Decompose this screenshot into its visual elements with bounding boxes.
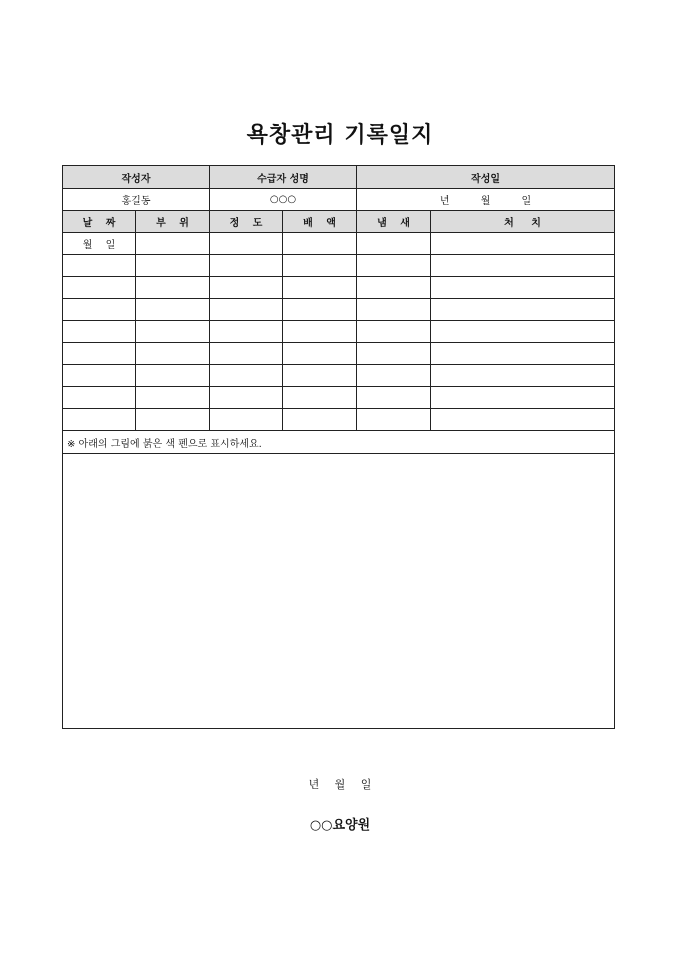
treatment-cell[interactable]: [431, 321, 615, 343]
date-cell[interactable]: [63, 277, 136, 299]
col-date-header: 날 짜: [63, 211, 136, 233]
degree-cell[interactable]: [210, 365, 283, 387]
table-row: [63, 233, 615, 255]
date-cell[interactable]: [63, 387, 136, 409]
col-site-header: 부 위: [136, 211, 210, 233]
drainage-cell[interactable]: [283, 409, 357, 431]
treatment-cell[interactable]: [431, 387, 615, 409]
date-cell[interactable]: [63, 321, 136, 343]
info-value-row: [63, 189, 615, 211]
odor-cell[interactable]: [357, 255, 431, 277]
table-row: [63, 387, 615, 409]
degree-cell[interactable]: [210, 255, 283, 277]
document-title: 욕창관리 기록일지: [246, 123, 434, 148]
recipient-value[interactable]: ○○○: [210, 189, 357, 211]
table-row: [63, 409, 615, 431]
drawing-area[interactable]: [63, 454, 615, 729]
instruction-note: ※ 아래의 그림에 붉은 색 펜으로 표시하세요.: [63, 431, 615, 454]
date-header: 작성일: [357, 166, 615, 189]
log-table: [62, 165, 615, 729]
date-cell[interactable]: [63, 409, 136, 431]
drainage-cell[interactable]: [283, 299, 357, 321]
writer-value[interactable]: 홍길동: [63, 189, 210, 211]
treatment-cell[interactable]: [431, 277, 615, 299]
column-header-row: [63, 211, 615, 233]
drainage-cell[interactable]: [283, 343, 357, 365]
site-cell[interactable]: [136, 233, 210, 255]
col-drainage-header: 배 액: [283, 211, 357, 233]
odor-cell[interactable]: [357, 387, 431, 409]
degree-cell[interactable]: [210, 277, 283, 299]
treatment-cell[interactable]: [431, 409, 615, 431]
date-cell[interactable]: [63, 255, 136, 277]
degree-cell[interactable]: [210, 233, 283, 255]
site-cell[interactable]: [136, 321, 210, 343]
odor-cell[interactable]: [357, 233, 431, 255]
date-cell[interactable]: [63, 233, 136, 255]
odor-cell[interactable]: [357, 299, 431, 321]
table-row: [63, 321, 615, 343]
odor-cell[interactable]: [357, 277, 431, 299]
treatment-cell[interactable]: [431, 299, 615, 321]
month-day-label: 월 일: [82, 240, 116, 251]
site-cell[interactable]: [136, 343, 210, 365]
degree-cell[interactable]: [210, 387, 283, 409]
date-value[interactable]: [357, 189, 615, 211]
drainage-cell[interactable]: [283, 255, 357, 277]
drawing-row: [63, 454, 615, 729]
odor-cell[interactable]: [357, 409, 431, 431]
site-cell[interactable]: [136, 299, 210, 321]
treatment-cell[interactable]: [431, 365, 615, 387]
site-cell[interactable]: [136, 255, 210, 277]
col-degree-header: 정 도: [210, 211, 283, 233]
table-row: [63, 299, 615, 321]
drainage-cell[interactable]: [283, 387, 357, 409]
table-row: [63, 277, 615, 299]
recipient-header: 수급자 성명: [210, 166, 357, 189]
site-cell[interactable]: [136, 387, 210, 409]
odor-cell[interactable]: [357, 365, 431, 387]
treatment-cell[interactable]: [431, 233, 615, 255]
drainage-cell[interactable]: [283, 233, 357, 255]
odor-cell[interactable]: [357, 343, 431, 365]
treatment-cell[interactable]: [431, 343, 615, 365]
site-cell[interactable]: [136, 365, 210, 387]
degree-cell[interactable]: [210, 321, 283, 343]
footer-organization: ○○요양원: [309, 818, 371, 833]
note-row: [63, 431, 615, 454]
col-treatment-header: 처 치: [431, 211, 615, 233]
date-cell[interactable]: [63, 343, 136, 365]
date-cell[interactable]: [63, 299, 136, 321]
date-cell[interactable]: [63, 365, 136, 387]
drainage-cell[interactable]: [283, 277, 357, 299]
degree-cell[interactable]: [210, 299, 283, 321]
writer-header: 작성자: [63, 166, 210, 189]
odor-cell[interactable]: [357, 321, 431, 343]
degree-cell[interactable]: [210, 343, 283, 365]
footer-date: 년 월 일: [308, 778, 372, 791]
drainage-cell[interactable]: [283, 321, 357, 343]
col-odor-header: 냄 새: [357, 211, 431, 233]
drainage-cell[interactable]: [283, 365, 357, 387]
info-header-row: [63, 166, 615, 189]
table-row: [63, 343, 615, 365]
degree-cell[interactable]: [210, 409, 283, 431]
site-cell[interactable]: [136, 277, 210, 299]
table-row: [63, 365, 615, 387]
treatment-cell[interactable]: [431, 255, 615, 277]
date-value-text: 년 월 일: [439, 196, 532, 207]
table-row: [63, 255, 615, 277]
site-cell[interactable]: [136, 409, 210, 431]
